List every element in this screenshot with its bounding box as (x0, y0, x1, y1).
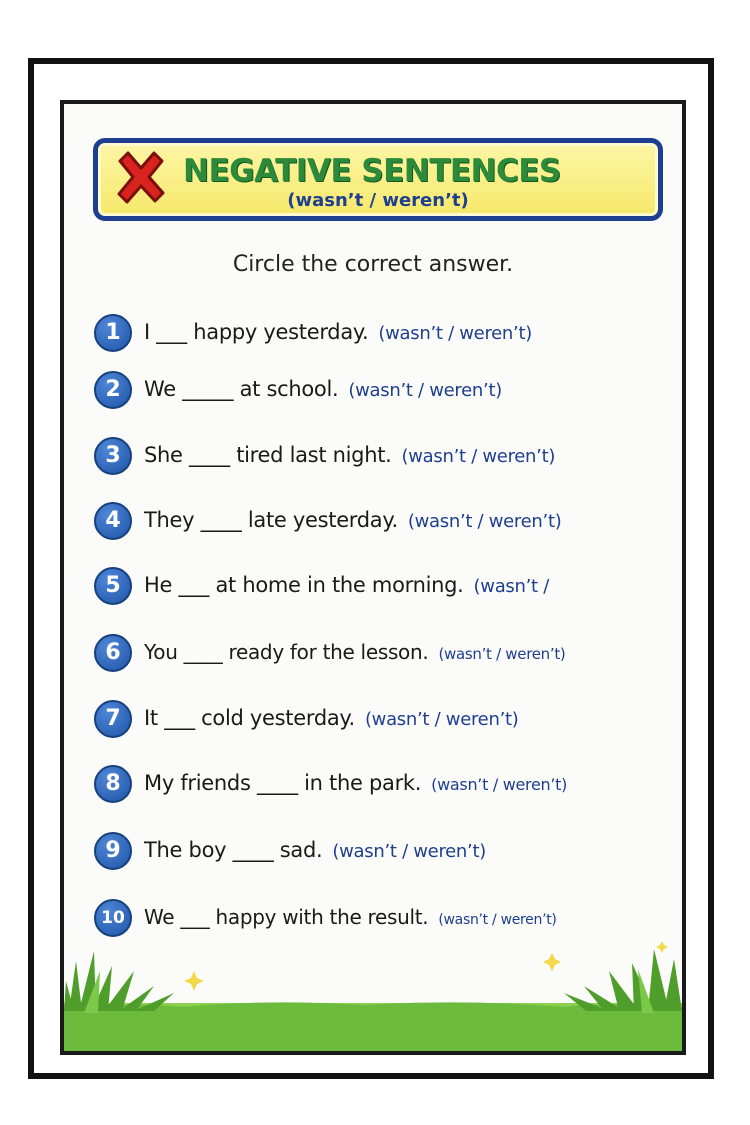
number-badge: 7 (94, 700, 132, 738)
answer-choices[interactable]: (wasn’t / weren’t) (332, 841, 486, 862)
number-badge: 8 (94, 765, 132, 803)
answer-choices[interactable]: (wasn’t / (473, 576, 549, 597)
answer-choices[interactable]: (wasn’t / weren’t) (431, 775, 568, 794)
number-badge: 4 (94, 502, 132, 540)
sentence-text: You ____ ready for the lesson. (144, 640, 429, 664)
number-badge: 2 (94, 371, 132, 409)
worksheet-page (60, 100, 686, 1055)
sentence-text: It ___ cold yesterday. (144, 706, 355, 730)
sentence-text: He ___ at home in the morning. (144, 573, 464, 597)
answer-choices[interactable]: (wasn’t / weren’t) (378, 323, 532, 344)
sentence-text: The boy ____ sad. (144, 838, 323, 862)
sentence-text: My friends ____ in the park. (144, 771, 422, 795)
number-badge: 9 (94, 832, 132, 870)
sentence-text: They ____ late yesterday. (144, 508, 398, 532)
grass-decoration (64, 941, 682, 1051)
worksheet-subtitle: (wasn’t / weren’t) (287, 190, 469, 211)
sentence-text: I ___ happy yesterday. (144, 320, 369, 344)
answer-choices[interactable]: (wasn’t / weren’t) (348, 380, 502, 401)
number-badge: 3 (94, 437, 132, 475)
exercise-item-9 (94, 832, 686, 872)
exercise-item-2 (94, 371, 686, 411)
sentence-text: She ____ tired last night. (144, 443, 392, 467)
answer-choices[interactable]: (wasn’t / weren’t) (438, 645, 566, 663)
number-badge: 5 (94, 567, 132, 605)
exercise-item-7 (94, 700, 686, 740)
number-badge: 1 (94, 314, 132, 352)
answer-choices[interactable]: (wasn’t / weren’t) (364, 709, 519, 730)
answer-choices[interactable]: (wasn’t / weren’t) (407, 511, 562, 532)
worksheet-title: NEGATIVE SENTENCES (183, 153, 561, 189)
exercise-item-10 (94, 899, 686, 939)
number-badge: 10 (94, 899, 132, 937)
exercise-item-8 (94, 765, 686, 805)
exercise-item-1 (94, 314, 686, 354)
exercise-item-6 (94, 634, 686, 674)
answer-choices[interactable]: (wasn’t / weren’t) (438, 912, 557, 928)
sentence-text: We _____ at school. (144, 377, 339, 401)
exercise-item-3 (94, 437, 686, 477)
sentence-text: We ___ happy with the result. (144, 905, 429, 929)
title-banner (93, 138, 663, 221)
exercise-item-4 (94, 502, 686, 542)
exercise-item-5 (94, 567, 686, 607)
instructions: Circle the correct answer. (232, 252, 514, 277)
answer-choices[interactable]: (wasn’t / weren’t) (401, 446, 556, 467)
number-badge: 6 (94, 634, 132, 672)
